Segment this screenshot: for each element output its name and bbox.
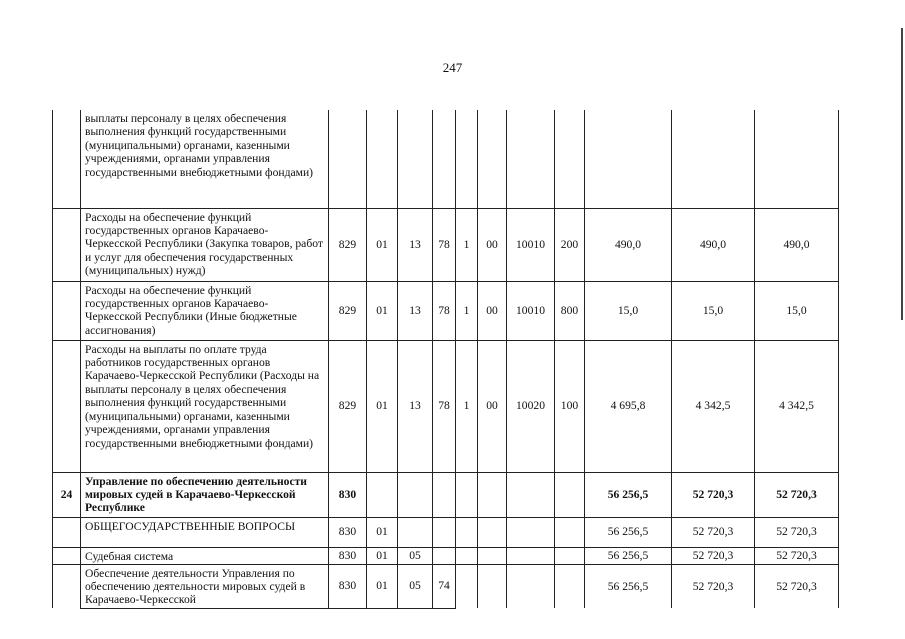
- gr-cell: 829: [329, 208, 367, 281]
- row-number-cell: [53, 564, 81, 608]
- table-row: [53, 472, 839, 517]
- rz-cell: 01: [367, 547, 398, 564]
- year3-amount: 490,0: [755, 208, 839, 281]
- row-number-cell: [53, 517, 81, 547]
- event-cell: [478, 472, 507, 517]
- row-number-cell: 24: [53, 472, 81, 517]
- subprogram-cell: [456, 517, 478, 547]
- table-row: [53, 547, 839, 564]
- event-cell: [478, 110, 507, 208]
- program-cell: 74: [433, 564, 456, 608]
- row-number-cell: [53, 208, 81, 281]
- subprogram-cell: 1: [456, 281, 478, 340]
- rz-cell: 01: [367, 208, 398, 281]
- year2-amount: 52 720,3: [672, 517, 755, 547]
- direction-cell: 10020: [507, 340, 555, 472]
- gr-cell: 829: [329, 340, 367, 472]
- direction-cell: [507, 472, 555, 517]
- vr-cell: 800: [555, 281, 585, 340]
- vr-cell: 100: [555, 340, 585, 472]
- program-cell: 78: [433, 281, 456, 340]
- year1-amount: 490,0: [585, 208, 672, 281]
- subprogram-cell: 1: [456, 340, 478, 472]
- rz-cell: [367, 110, 398, 208]
- rz-cell: [367, 472, 398, 517]
- table-row: [53, 564, 839, 608]
- program-cell: 78: [433, 208, 456, 281]
- direction-cell: [507, 110, 555, 208]
- rz-cell: 01: [367, 340, 398, 472]
- year3-amount: 52 720,3: [755, 472, 839, 517]
- year2-amount: [672, 110, 755, 208]
- row-number-cell: [53, 340, 81, 472]
- table-row: [53, 340, 839, 472]
- row-name-cell: выплаты персоналу в целях обеспечения выполнения функций государственными (муниципальными) органами, казенными учреждениями, органами управления государственными внебюджетными фондами): [81, 110, 329, 208]
- table-row: [53, 517, 839, 547]
- subprogram-cell: [456, 472, 478, 517]
- direction-cell: 10010: [507, 208, 555, 281]
- row-name-cell: Расходы на выплаты по оплате труда работников государственных органов Карачаево-Черкесской Республики (Расходы на выплаты персоналу в целях обеспечения выполнения функций государственными (муниципальными) органами, казенными учреждениями, органами управления государственными внебюджетными фондами): [81, 340, 329, 472]
- year3-amount: 52 720,3: [755, 547, 839, 564]
- year1-amount: 56 256,5: [585, 564, 672, 608]
- subprogram-cell: [456, 110, 478, 208]
- row-name-cell: Управление по обеспечению деятельности мировых судей в Карачаево-Черкесской Республике: [81, 472, 329, 517]
- row-name-cell: Расходы на обеспечение функций государственных органов Карачаево-Черкесской Республики (Закупка товаров, работ и услуг для обеспечения государственных (муниципальных) нужд): [81, 208, 329, 281]
- table-row: [53, 208, 839, 281]
- direction-cell: [507, 564, 555, 608]
- event-cell: [478, 564, 507, 608]
- row-number-cell: [53, 110, 81, 208]
- subprogram-cell: 1: [456, 208, 478, 281]
- program-cell: [433, 472, 456, 517]
- year2-amount: 15,0: [672, 281, 755, 340]
- event-cell: [478, 517, 507, 547]
- pr-cell: [398, 517, 433, 547]
- row-number-cell: [53, 281, 81, 340]
- program-cell: [433, 547, 456, 564]
- year2-amount: 52 720,3: [672, 547, 755, 564]
- gr-cell: 830: [329, 564, 367, 608]
- event-cell: 00: [478, 340, 507, 472]
- scan-edge-line: [901, 28, 903, 320]
- year3-amount: 15,0: [755, 281, 839, 340]
- year3-amount: 52 720,3: [755, 517, 839, 547]
- pr-cell: 13: [398, 340, 433, 472]
- subprogram-cell: [456, 564, 478, 608]
- vr-cell: [555, 472, 585, 517]
- program-cell: [433, 110, 456, 208]
- year1-amount: 56 256,5: [585, 517, 672, 547]
- subprogram-cell: [456, 547, 478, 564]
- row-name-cell: Судебная система: [81, 547, 329, 564]
- year3-amount: 52 720,3: [755, 564, 839, 608]
- event-cell: [478, 547, 507, 564]
- pr-cell: 05: [398, 564, 433, 608]
- vr-cell: [555, 564, 585, 608]
- budget-table: [52, 110, 839, 609]
- year2-amount: 490,0: [672, 208, 755, 281]
- program-cell: 78: [433, 340, 456, 472]
- table-row: [53, 281, 839, 340]
- row-name-cell: ОБЩЕГОСУДАРСТВЕННЫЕ ВОПРОСЫ: [81, 517, 329, 547]
- direction-cell: [507, 517, 555, 547]
- pr-cell: 13: [398, 281, 433, 340]
- page-number: 247: [442, 60, 463, 75]
- pr-cell: [398, 110, 433, 208]
- year1-amount: 56 256,5: [585, 472, 672, 517]
- gr-cell: 830: [329, 472, 367, 517]
- year1-amount: 4 695,8: [585, 340, 672, 472]
- pr-cell: [398, 472, 433, 517]
- gr-cell: 830: [329, 547, 367, 564]
- year2-amount: 52 720,3: [672, 472, 755, 517]
- vr-cell: 200: [555, 208, 585, 281]
- year1-amount: [585, 110, 672, 208]
- rz-cell: 01: [367, 517, 398, 547]
- gr-cell: [329, 110, 367, 208]
- gr-cell: 830: [329, 517, 367, 547]
- pr-cell: 13: [398, 208, 433, 281]
- year2-amount: 4 342,5: [672, 340, 755, 472]
- vr-cell: [555, 110, 585, 208]
- year1-amount: 56 256,5: [585, 547, 672, 564]
- pr-cell: 05: [398, 547, 433, 564]
- direction-cell: 10010: [507, 281, 555, 340]
- year3-amount: [755, 110, 839, 208]
- year1-amount: 15,0: [585, 281, 672, 340]
- row-number-cell: [53, 547, 81, 564]
- event-cell: 00: [478, 208, 507, 281]
- vr-cell: [555, 547, 585, 564]
- year2-amount: 52 720,3: [672, 564, 755, 608]
- direction-cell: [507, 547, 555, 564]
- program-cell: [433, 517, 456, 547]
- rz-cell: 01: [367, 564, 398, 608]
- row-name-cell: Обеспечение деятельности Управления по обеспечению деятельности мировых судей в Карачаево-Черкесской: [81, 564, 329, 608]
- rz-cell: 01: [367, 281, 398, 340]
- row-name-cell: Расходы на обеспечение функций государственных органов Карачаево-Черкесской Республики (Иные бюджетные ассигнования): [81, 281, 329, 340]
- vr-cell: [555, 517, 585, 547]
- table-row: [53, 110, 839, 208]
- event-cell: 00: [478, 281, 507, 340]
- gr-cell: 829: [329, 281, 367, 340]
- year3-amount: 4 342,5: [755, 340, 839, 472]
